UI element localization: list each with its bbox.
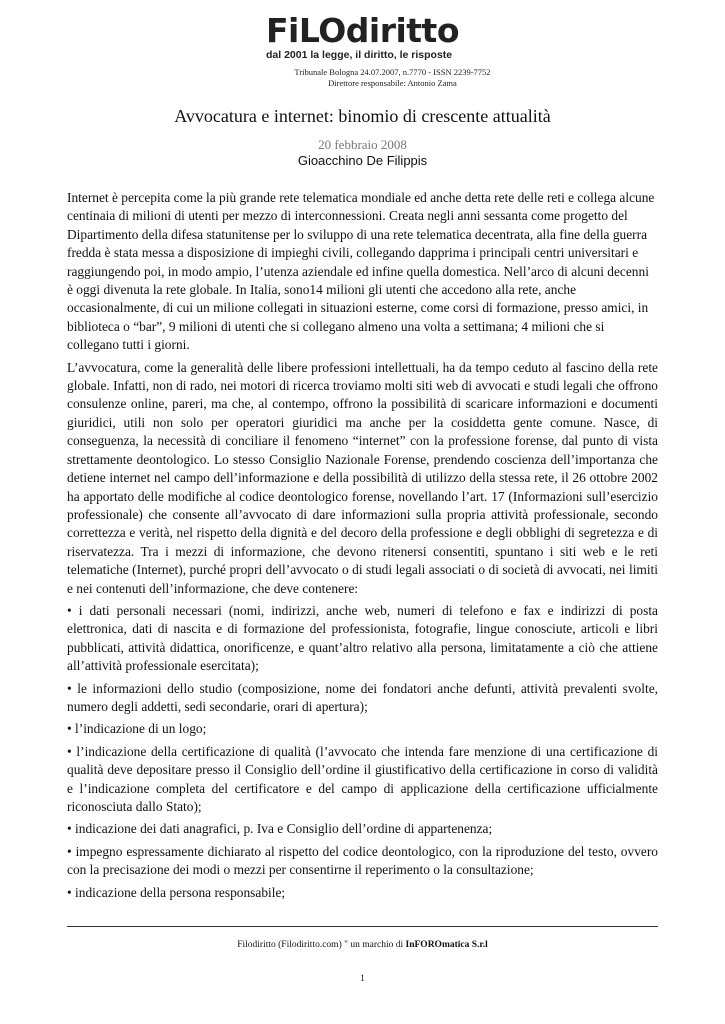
bullet-item: • l’indicazione di un logo; [67, 721, 207, 737]
logo-wordmark: FiLOdiritto [266, 11, 459, 50]
registration-info [0, 67, 725, 89]
bullet-item: • l’indicazione della certificazione di qualità (l’avvocato che intenda fare menzione di una certificazione di qualità deve depositare presso il Consiglio dell’ordine il giustificativo della certificazione in corso di validità e l’indicazione completa del certificatore e del campo di applicazione della certificazione ufficialmente riconosciuta dallo Stato); [67, 743, 658, 814]
page-number: 1 [360, 973, 365, 983]
bullet-item: • indicazione dei dati anagrafici, p. Iva e Consiglio dell’ordine di appartenenza; [67, 821, 493, 837]
footer [0, 940, 725, 950]
logo-tagline: dal 2001 la legge, il diritto, le risposte [266, 49, 453, 61]
registration-line: Tribunale Bologna 24.07.2007, n.7770 - ISSN 2239-7752 [294, 67, 491, 77]
director-line: Direttore responsabile: Antonio Zama [328, 78, 457, 88]
article-date: 20 febbraio 2008 [318, 137, 407, 152]
bullet-item: • i dati personali necessari (nomi, indirizzi, anche web, numeri di telefono e fax e indirizzi di posta elettronica, dati di nascita e di formazione del professionista, fotografie, lingue conosciute, articoli e libri pubblicati, attività didattica, onorificenze, e quant’altro relativo alla persona, limitatamente a ciò che attiene all’attività professionale esercitata); [67, 602, 658, 674]
footer-text: Filodiritto (Filodiritto.com) " un marchio di [237, 940, 406, 950]
footer-brand: InFOROmatica S.r.l [405, 940, 488, 950]
article-body [67, 189, 658, 906]
bullet-item: • impegno espressamente dichiarato al rispetto del codice deontologico, con la riproduzione del testo, ovvero con la precisazione dei modi o mezzi per consentirne il reperimento o la consultazione; [67, 843, 658, 878]
filodiritto-logo [266, 11, 459, 61]
masthead [0, 11, 725, 63]
bullet-item: • le informazioni dello studio (composizione, nome dei fondatori anche defunti, attività prevalenti svolte, numero degli addetti, sedi secondarie, orari di apertura); [67, 680, 658, 714]
article-title: Avvocatura e internet: binomio di crescente attualità [174, 106, 551, 126]
bullet-item: • indicazione della persona responsabile; [67, 884, 286, 900]
article-author: Gioacchino De Filippis [297, 153, 428, 168]
paragraph-avvocatura: L’avvocatura, come la generalità delle libere professioni intellettuali, ha da tempo ceduto al fascino della rete globale. Infatti, non di rado, nei motori di ricerca troviamo molti siti web di avvocati e studi legali che offrono consulenze online, pareri, ma che, al contempo, offrono la possibilità di scaricare informazioni e documenti giuridici, utili non solo per operatori giuridici ma anche per la cosiddetta gente comune. Nasce, di conseguenza, la necessità di conciliare il fenomeno “internet” con la professione forense, dal punto di vista strettamente deontologico. Lo stesso Consiglio Nazionale Forense, prendendo coscienza dell’importanza che detiene internet nel campo dell’informazione e della possibilità di utilizzo della stessa rete, il 26 ottobre 2002 ha apportato delle modifiche al codice deontologico forense, novellando l’art. 17 (Informazioni sull’esercizio professionale) che consente all’avvocato di dare informazioni sulla propria attività professionale, secondo correttezza e verità, nel rispetto della dignità e del decoro della professione e degli obblighi di segretezza e di riservatezza. Tra i mezzi di informazione, che devono ritenersi consentiti, spuntano i siti web e le reti telematiche (Internet), purché propri dell’avvocato o di studi legali associati o di società di avvocati, nei limiti e nei contenuti dell’informazione, che deve contenere: [67, 359, 658, 596]
paragraph-intro: Internet è percepita come la più grande rete telematica mondiale ed anche detta rete delle reti e collega alcune centinaia di milioni di utenti per mezzo di interconnessioni. Creata negli anni sessanta come progetto del Dipartimento della difesa statunitense per lo sviluppo di una rete telematica decentrata, alla fine della guerra fredda è stata messa a disposizione di impieghi civili, collegando dapprima i principali centri universitari e raggiungendo poi, in modo ampio, l’utenza aziendale ed infine quella domestica. Nell’arco di alcuni decenni è oggi divenuta la rete globale. In Italia, sono14 milioni gli utenti che accedono alla rete, anche occasionalmente, di cui un milione collegati in situazioni esterne, come corsi di formazione, presso amici, in biblioteca o “bar”, 9 milioni di utenti che si collegano almeno una volta a settimana; 4 milioni che si collegano tutti i giorni. [67, 190, 655, 353]
footer-divider [67, 926, 658, 927]
